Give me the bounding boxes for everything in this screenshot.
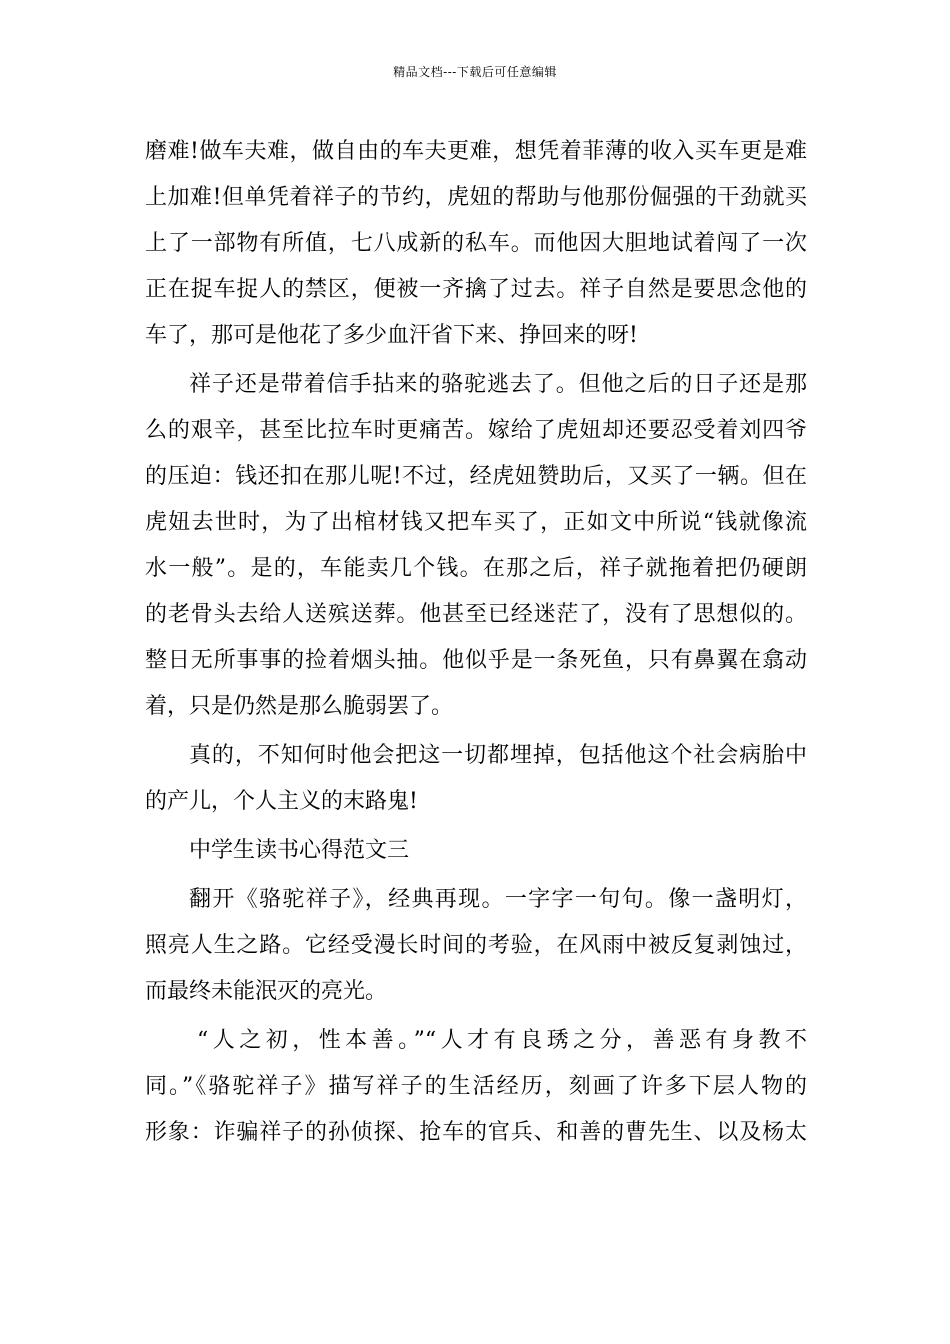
text-line: 水一般”。是的，车能卖几个钱。在那之后，祥子就拖着把仍硬朗 bbox=[145, 556, 807, 581]
section-heading-text: 中学生读书心得范文三 bbox=[189, 838, 410, 863]
paragraph bbox=[145, 129, 807, 359]
text-line: 的压迫：钱还扣在那儿呢!不过，经虎妞赞助后，又买了一辆。但在 bbox=[145, 464, 807, 489]
paragraph bbox=[145, 362, 807, 730]
text-line: 车了，那可是他花了多少血汗省下来、挣回来的呀! bbox=[145, 323, 638, 348]
text-line: 形象：诈骗祥子的孙侦探、抢车的官兵、和善的曹先生、以及杨太 bbox=[145, 1120, 807, 1145]
text-line: 磨难!做车夫难，做自由的车夫更难，想凭着菲薄的收入买车更是难 bbox=[145, 139, 807, 164]
page-header: 精品文档---下载后可任意编辑 bbox=[393, 65, 557, 79]
text-line: “人之初，性本善。”“人才有良琇之分，善恶有身教不 bbox=[197, 1028, 807, 1053]
text-line: 上加难!但单凭着祥子的节约，虎妞的帮助与他那份倔强的干劲就买 bbox=[145, 185, 807, 210]
text-line: 的产儿，个人主义的末路鬼! bbox=[145, 789, 418, 814]
document-body bbox=[145, 129, 807, 1156]
text-line: 正在捉车捉人的禁区，便被一齐擒了过去。祥子自然是要思念他的 bbox=[145, 277, 807, 302]
text-line: 着，只是仍然是那么脆弱罢了。 bbox=[145, 694, 454, 719]
paragraph bbox=[145, 1018, 807, 1156]
text-line: 虎妞去世时，为了出棺材钱又把车买了，正如文中所说“钱就像流 bbox=[145, 510, 807, 535]
text-line: 真的，不知何时他会把这一切都埋掉，包括他这个社会病胎中 bbox=[189, 743, 807, 768]
text-line: 上了一部物有所值，七八成新的私车。而他因大胆地试着闯了一次 bbox=[145, 231, 807, 256]
paragraph bbox=[145, 877, 807, 1015]
text-line: 祥子还是带着信手拈来的骆驼逃去了。但他之后的日子还是那 bbox=[189, 372, 807, 397]
text-line: 照亮人生之路。它经受漫长时间的考验，在风雨中被反复剥蚀过， bbox=[145, 933, 807, 958]
text-line: 么的艰辛，甚至比拉车时更痛苦。嫁给了虎妞却还要忍受着刘四爷 bbox=[145, 418, 807, 443]
section-heading bbox=[145, 828, 807, 874]
text-line: 的老骨头去给人送殡送葬。他甚至已经迷茫了，没有了思想似的。 bbox=[145, 602, 807, 627]
paragraph bbox=[145, 733, 807, 825]
text-line: 同。”《骆驼祥子》描写祥子的生活经历，刻画了许多下层人物的 bbox=[145, 1074, 807, 1099]
text-line: 整日无所事事的捡着烟头抽。他似乎是一条死鱼，只有鼻翼在翕动 bbox=[145, 648, 807, 673]
text-line: 而最终未能泯灭的亮光。 bbox=[145, 979, 388, 1004]
text-line: 翻开《骆驼祥子》，经典再现。一字字一句句。像一盏明灯， bbox=[189, 887, 807, 912]
